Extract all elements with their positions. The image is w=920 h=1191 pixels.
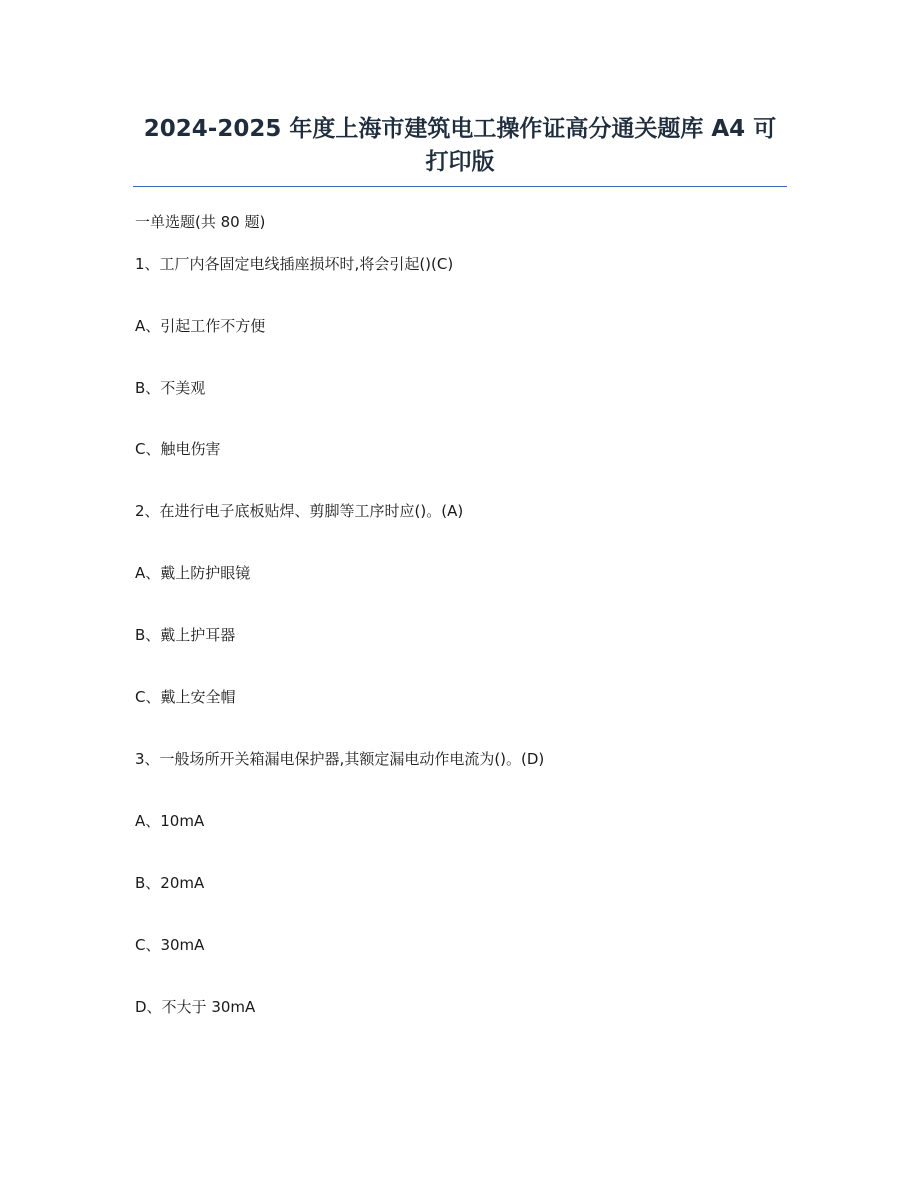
question-3-option-b: B、20mA bbox=[135, 874, 205, 892]
question-2-option-b: B、戴上护耳器 bbox=[135, 626, 236, 644]
question-1-stem: 1、工厂内各固定电线插座损坏时,将会引起()(C) bbox=[135, 255, 454, 273]
question-3-stem: 3、一般场所开关箱漏电保护器,其额定漏电动作电流为()。(D) bbox=[135, 750, 545, 768]
document-title-line-1: 2024-2025 年度上海市建筑电工操作证高分通关题库 A4 可 bbox=[143, 116, 777, 142]
question-2-option-c: C、戴上安全帽 bbox=[135, 688, 236, 706]
question-1-option-c: C、触电伤害 bbox=[135, 440, 221, 458]
question-1-option-b: B、不美观 bbox=[135, 379, 206, 397]
section-heading: 一单选题(共 80 题) bbox=[135, 213, 266, 231]
question-1-option-a: A、引起工作不方便 bbox=[135, 317, 266, 335]
document-title bbox=[130, 113, 790, 179]
question-3-option-a: A、10mA bbox=[135, 812, 205, 830]
title-divider bbox=[133, 186, 787, 187]
question-2-stem: 2、在进行电子底板贴焊、剪脚等工序时应()。(A) bbox=[135, 502, 464, 520]
question-2-option-a: A、戴上防护眼镜 bbox=[135, 564, 251, 582]
question-3-option-c: C、30mA bbox=[135, 936, 205, 954]
document-title-line-2: 打印版 bbox=[425, 149, 495, 175]
question-3-option-d: D、不大于 30mA bbox=[135, 998, 256, 1016]
